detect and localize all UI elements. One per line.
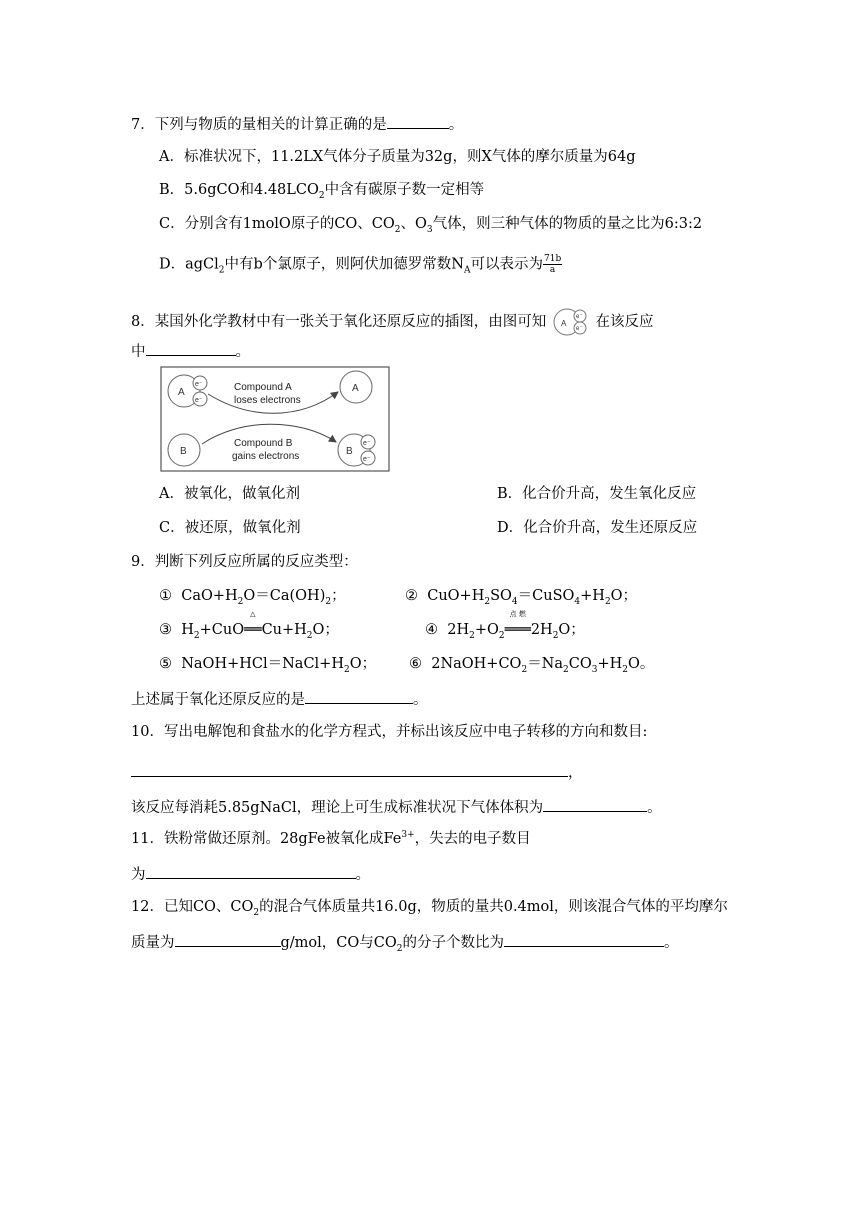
ignite-condition: 点 燃 ═══ [504,610,531,638]
svg-text:A: A [352,383,359,394]
q8-answer-blank[interactable] [146,340,236,356]
q8-option-c: C．被还原，做氧化剂 [159,520,301,536]
q9-answer-blank[interactable] [305,688,413,704]
q12-ratio-blank[interactable] [504,931,664,947]
q8-stem: 8．某国外化学教材中有一张关于氧化还原反应的插图，由图可知 A e⁻ e⁻ 在该反应 [131,306,653,338]
q7-stem: 7．下列与物质的量相关的计算正确的是 。 [131,113,463,135]
q10-stem: 10．写出电解饱和食盐水的化学方程式，并标出该反应中电子转移的方向和数目: [131,724,648,740]
q8-option-b: B．化合价升高，发生氧化反应 [497,486,697,502]
atom-a-electrons-icon [551,306,591,338]
q7-option-a: A．标准状况下，11.2LX气体分子质量为32g，则X气体的摩尔质量为64g [159,149,636,165]
svg-text:e⁻: e⁻ [195,397,203,404]
svg-text:B: B [180,446,187,457]
q12-molar-mass-blank[interactable] [175,931,281,947]
q10-equation-blank[interactable] [131,761,568,777]
q8-option-a: A．被氧化，做氧化剂 [159,486,300,502]
svg-text:e⁻: e⁻ [575,314,583,320]
svg-text:B: B [346,446,353,457]
svg-text:e⁻: e⁻ [363,456,371,463]
heat-condition: △ ══ [244,610,262,638]
q9-reaction-2: ② $CuO+H_2SO_4=CuSO_4+H_2O$； [405,588,638,607]
q11-line2: 为 。 [131,863,370,885]
q12-stem: 12．已知CO、$CO_2$的混合气体质量共16.0g，物质的量共0.4mol，则该混合气体的平均摩尔 [131,899,728,918]
q9-reaction-1: ① $CaO+H_2O=Ca(OH)_2$； [159,588,346,607]
q9-question: 上述属于氧化还原反应的是 。 [131,688,428,710]
svg-text:e⁻: e⁻ [195,381,203,388]
q10-volume-question: 该反应每消耗5.85gNaCl，理论上可生成标准状况下气体体积为 。 [131,796,662,818]
q7-fraction: $\frac{71b}{a}$ [544,254,562,275]
q10-equation-line: ， [131,761,583,783]
q11-answer-blank[interactable] [146,863,356,879]
q7-answer-blank[interactable] [387,113,449,129]
q7-option-b: B．5.6gCO和$4.48LCO_2$中含有碳原子数一定相等 [159,182,485,201]
q9-reaction-6: ⑥ $2NaOH+CO_2=Na_2CO_3+H_2O$。 [409,656,655,675]
svg-text:Compound B: Compound B [234,438,293,449]
q7-option-c: C．分别含有1molO原子的CO、$CO_2$、$O_3$气体，则三种气体的物质的量之比为6:3:2 [159,216,703,235]
q8-stem-line2: 中 。 [131,340,250,362]
svg-text:A: A [560,319,567,328]
svg-text:Compound A: Compound A [234,382,292,393]
q9-reaction-4: ④ $2H_2+O_2$ 点 燃 $═══2H_2O$； [425,610,585,641]
q11-stem: 11．铁粉常做还原剂。28gFe被氧化成$Fe^{3+}$，失去的电子数目 [131,830,531,847]
svg-text:A: A [178,387,185,398]
q9-stem: 9．判断下列反应所属的反应类型： [131,554,358,570]
svg-text:loses electrons: loses electrons [234,395,301,406]
q9-reaction-5: ⑤ $NaOH+HCl=NaCl+H_2O$； [159,656,377,675]
q9-reaction-3: ③ $H_2+CuO$ △ $══Cu+H_2O$； [159,610,339,641]
q8-option-d: D．化合价升高，发生还原反应 [497,520,698,536]
q7-option-d: D．agCl$_2$中有b个氯原子，则阿伏加德罗常数$N_A$可以表示为 $\frac{71b}{a}$ [159,254,562,276]
svg-text:e⁻: e⁻ [575,326,583,332]
svg-text:e⁻: e⁻ [363,440,371,447]
redox-figure [160,366,390,472]
svg-text:gains electrons: gains electrons [232,451,300,462]
q12-line2: 质量为 g/mol，CO与$CO_2$的分子个数比为 。 [131,931,678,953]
q10-volume-blank[interactable] [543,796,647,812]
